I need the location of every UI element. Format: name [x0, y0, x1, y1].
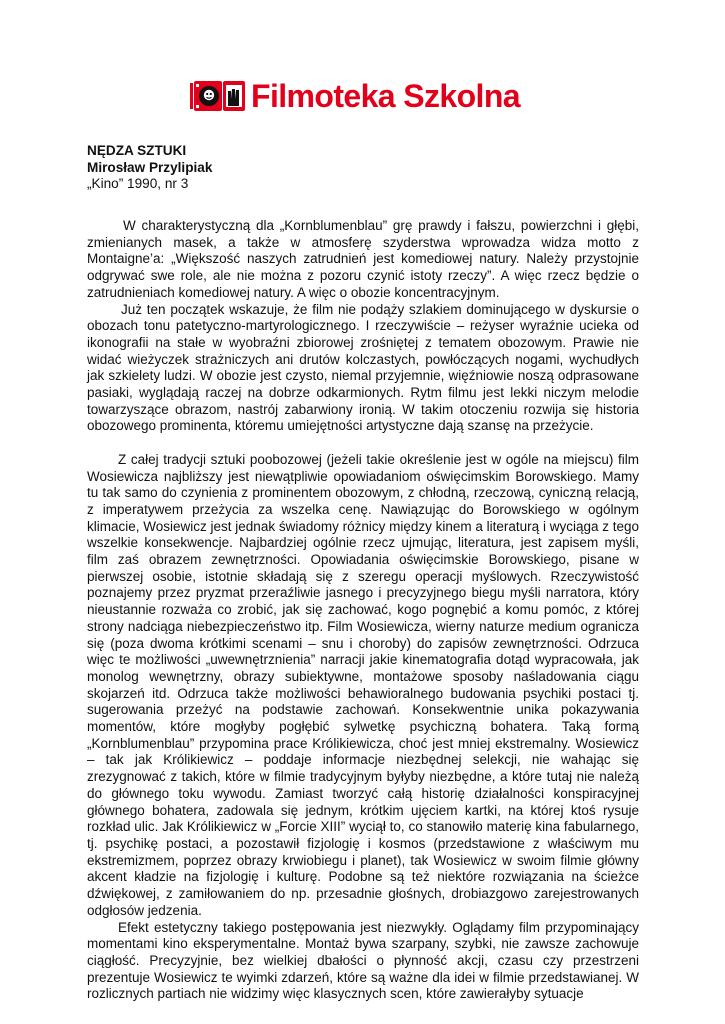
- article-source: „Kino” 1990, nr 3: [87, 176, 189, 191]
- filmoteka-logo: [190, 72, 520, 120]
- paragraph: Efekt estetyczny takiego postępowania jest niezwykły. Oglądamy film przypominający momentami kino eksperymentalne. Montaż bywa szarpany, szybki, nie zawsze zachowuje ciągłość. Precyzyjnie, bez wielkiej dbałości o płynność akcji, czasu czy przestrzeni prezentuje Wosiewicz te wyimki zdarzeń, które są ważne dla idei w filmie przedstawianej. W rozlicznych partiach nie widzimy więc klasycznych scen, które zawierałyby sytuacje: [87, 919, 639, 1002]
- logo-text: Filmoteka Szkolna: [251, 78, 520, 114]
- article-body: [87, 218, 639, 1003]
- paragraph: Z całej tradycji sztuki poobozowej (jeżeli takie określenie jest w ogóle na miejscu) film Wosiewicza najbliższy jest niewątpliwie opowiadaniom oświęcimskim Borowskiego. Mamy tu tak samo do czynienia z prominentem obozowym, z chłodną, rzeczową, cyniczną relacją, z imperatywem przeżycia za wszelka cenę. Nawiązując do Borowskiego w ogólnym klimacie, Wosiewicz jest jednak świadomy różnicy między kinem a literaturą i wyciąga z tego wszelkie konsekwencje. Najbardziej ogólnie rzecz ujmując, literatura, jest zapisem myśli, film zaś obrazem zewnętrzności. Opowiadania oświęcimskie Borowskiego, pisane w pierwszej osobie, istotnie składają się z szeregu operacji myślowych. Rzeczywistość poznajemy przez pryzmat przeraźliwie jasnego i precyzyjnego biegu myśli narratora, który nieustannie rozważa co zrobić, jak się zachować, kogo pognębić a komu pomóc, z której strony nadciąga niebezpieczeństwo itp. Film Wosiewicza, wierny naturze medium ogranicza się (poza dwoma krótkimi scenami – snu i choroby) do zapisów zewnętrzności. Odrzuca więc te możliwości „uwewnętrznienia” narracji jakie kinematografia dotąd wypracowała, jak monolog wewnętrzny, obrazy subiektywne, montażowe sposoby naśladowania ciągu skojarzeń itd. Odrzuca także możliwości behawioralnego budowania psychiki postaci tj. sugerowania przeżyć na podstawie zachowań. Konsekwentnie unika pokazywania momentów, które mogłyby pogłębić sylwetkę psychiczną bohatera. Taką formą „Kornblumenblau” przypomina prace Królikiewicza, choć jest mniej ekstremalny. Wosiewicz – tak jak Królikiewicz – poddaje informacje niezbędnej selekcji, nie wahając się zrezygnować z takich, które w filmie tradycyjnym byłyby niezbędne, a które tutaj nie należą do głównego toku wywodu. Zamiast tworzyć całą historię działalności konspiracyjnej głównego bohatera, zadowala się jednym, krótkim ujęciem kartki, na której ktoś rysuje rozkład ulic. Jak Królikiewicz w „Forcie XIII” wyciął to, co stanowiło materię kina fabularnego, tj. psychikę postaci, a pozostawił fizjologię i kosmos (przedstawione z właściwym mu ekstremizmem, poprzez obrazy krwiobiegu i planet), tak Wosiewicz w swoim filmie główny akcent kładzie na fizjologię i kulturę. Podobne są też niektóre rozwiązania na ścieżce dźwiękowej, z zamiłowaniem do np. przesadnie głośnych, drobiazgowo zarejestrowanych odgłosów jedzenia.: [87, 451, 639, 918]
- article-header: [87, 143, 212, 193]
- film-camera-logo-icon: [190, 79, 248, 113]
- article-title: NĘDZA SZTUKI: [87, 143, 187, 158]
- paragraph: W charakterystyczną dla „Kornblumenblau” grę prawdy i fałszu, powierzchni i głębi, zmienianych masek, a także w atmosferę szyderstwa wprowadza widza motto z Montaigne’a: „Większość naszych zatrudnień jest komediowej natury. Należy przystojnie odgrywać swe role, ale nie można z pozoru czynić istoty rzeczy”. A więc rzecz będzie o zatrudnieniach komediowej natury. A więc o obozie koncentracyjnym.: [87, 218, 639, 300]
- article-author: Mirosław Przylipiak: [87, 159, 213, 175]
- paragraph: Już ten początek wskazuje, że film nie podąży szlakiem dominującego w dyskursie o obozach tonu patetyczno-martyrologicznego. I rzeczywiście – reżyser wyraźnie ucieka od ikonografii na stałe w wyobraźni zbiorowej zrośniętej z tematem obozowym. Prawie nie widać wieżyczek strażniczych ani drutów kolczastych, powłóczących nogami, wychudłych jak szkielety ludzi. W obozie jest czysto, niemal przyjemnie, więźniowie noszą odprasowane pasiaki, wyglądają raczej na dobrze odkarmionych. Rytm filmu jest lekki niczym melodie towarzyszące obrazom, nastrój zabarwiony ironią. W takim otoczeniu rozwija się historia obozowego prominenta, któremu umiejętności artystyczne dają szansę na przeżycie.: [87, 301, 639, 434]
